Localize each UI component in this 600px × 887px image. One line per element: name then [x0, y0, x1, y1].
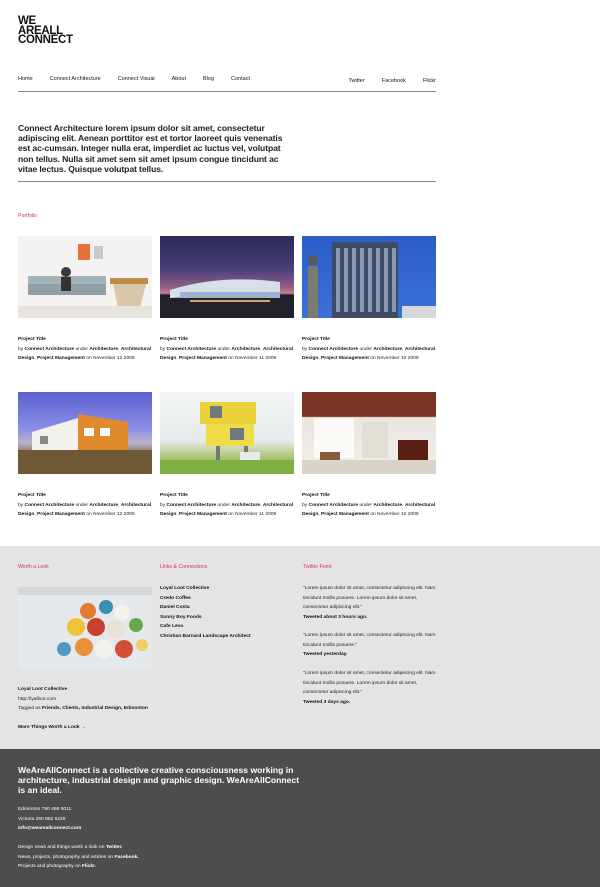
more-link-wrap [18, 723, 86, 733]
project-category[interactable]: Project Management [321, 356, 369, 361]
featured-image-bowls[interactable] [18, 587, 152, 669]
project-author[interactable]: Connect Architecture [24, 502, 75, 508]
link-item[interactable]: Credo Coffee [160, 595, 191, 601]
project-title[interactable]: Project Title [160, 337, 188, 342]
portfolio-card[interactable] [302, 236, 436, 364]
project-thumbnail-living-room[interactable] [18, 236, 152, 318]
tweet-time[interactable]: Tweeted about 3 hours ago. [303, 614, 368, 620]
project-meta: Project Title by Connect Architecture under Architecture, Architectural Design, Project Management on November 12 2009 [18, 493, 152, 517]
project-title[interactable]: Project Title [302, 337, 330, 342]
footer-contact [18, 805, 81, 834]
footer-phone-victoria: Victoria 250 882 5228 [18, 816, 66, 822]
footer-social-text: Projects and photography on [18, 864, 81, 869]
nav-connect-architecture[interactable]: Connect Architecture [49, 76, 101, 82]
project-category[interactable]: Project Management [179, 512, 227, 517]
project-title[interactable]: Project Title [302, 493, 330, 498]
nav-facebook[interactable]: Facebook [381, 78, 406, 84]
project-thumbnail-orange-house[interactable] [18, 392, 152, 474]
footer-twitter-link[interactable]: Twitter. [105, 845, 123, 850]
project-category[interactable]: Architecture [231, 502, 261, 508]
project-meta: Project Title by Connect Architecture under Architecture, Architectural Design, Project Management on November 11 2009 [160, 493, 294, 517]
project-meta: Project Title by Connect Architecture under Architecture, Architectural Design, Project Management on November 12 2009 [18, 337, 152, 361]
tweet-text: "Lorem ipsum dolor sit amet, consectetur adipiscing elit. Nam tincidunt mollis posuere. Lorem ipsum dolor sit amet, consectetur adipiscing elit." [303, 586, 436, 610]
featured-name[interactable]: Loyal Loot Collective [18, 687, 68, 692]
meta-by: by [18, 346, 24, 352]
project-title[interactable]: Project Title [18, 337, 46, 342]
project-meta: Project Title by Connect Architecture under Architecture, Architectural Design, Project Management on November 11 2009 [160, 337, 294, 361]
nav-connect-visual[interactable]: Connect Visual [117, 76, 155, 82]
meta-by: by [160, 346, 166, 352]
project-date: November 12 2009 [93, 512, 135, 517]
project-date: November 10 2009 [377, 512, 419, 517]
tweet-time[interactable]: Tweeted 3 days ago. [303, 699, 351, 705]
meta-on: on [228, 356, 234, 361]
divider [18, 181, 436, 182]
project-category[interactable]: Architectural Design [18, 346, 152, 361]
project-author[interactable]: Connect Architecture [308, 502, 359, 508]
portfolio-card[interactable] [302, 392, 436, 520]
project-title[interactable]: Project Title [18, 493, 46, 498]
portfolio-card[interactable] [160, 392, 294, 520]
tweet-text: "Lorem ipsum dolor sit amet, consectetur adipiscing elit. Nam tincidunt mollis posuere. Lorem ipsum dolor sit amet, consectetur adipiscing elit." [303, 671, 436, 695]
project-title[interactable]: Project Title [160, 493, 188, 498]
footer-social-text: News, projects, photography and articles on [18, 854, 114, 860]
logo-line-3: CONNECT [18, 34, 73, 46]
project-category[interactable]: Architectural Design [18, 502, 152, 517]
project-category[interactable]: Architectural Design [160, 346, 294, 361]
footer-social-text: Design news and things worth a look on [18, 845, 105, 850]
more-worth-a-look-link[interactable]: More Things Worth a Look → [18, 725, 86, 730]
project-thumbnail-night-building[interactable] [160, 236, 294, 318]
portfolio-heading: Portfolio [18, 213, 38, 219]
logo-line-2: AREALL [18, 24, 63, 37]
meta-on: on [86, 512, 92, 517]
meta-under: under [359, 502, 372, 508]
meta-under: under [217, 502, 230, 508]
nav-about[interactable]: About [171, 76, 187, 82]
intro-text: Connect Architecture lorem ipsum dolor sit amet, consectetur adipiscing elit. Aenean porttitor est et tortor laoreet quis venenatis est ac-cumsan. Integer nulla erat, imperdiet ac luctus vel, volutpat non tellus. Nulla sit amet sem sit amet ipsum congue tincidunt ac vitae lectus. Quisque volutpat tellus. [18, 123, 283, 174]
project-category[interactable]: Architecture [231, 346, 261, 352]
project-author[interactable]: Connect Architecture [166, 502, 217, 508]
project-category[interactable]: Architectural Design [302, 502, 436, 517]
meta-on: on [370, 356, 376, 361]
link-item[interactable]: Sunny Boy Foods [160, 614, 202, 620]
project-thumbnail-interior[interactable] [302, 392, 436, 474]
featured-tags[interactable]: Friends, Clients, Industrial Design, Edmonton [41, 706, 148, 711]
worth-a-look-heading: Worth a Look [18, 564, 49, 570]
tagged-prefix: Tagged as [18, 706, 41, 711]
footer-flickr-link[interactable]: Flickr. [81, 864, 97, 869]
footer-email-link[interactable]: info@weareallconnect.com [18, 826, 82, 831]
featured-url[interactable]: http://lyalloot.com [18, 696, 57, 702]
logo-line-1: WE [18, 15, 36, 27]
meta-under: under [359, 346, 372, 352]
link-item[interactable]: Loyal Loot Collective [160, 586, 210, 591]
site-footer [0, 749, 600, 887]
portfolio-card[interactable] [18, 236, 152, 364]
project-category[interactable]: Project Management [179, 356, 227, 361]
project-category[interactable]: Architectural Design [160, 502, 294, 517]
project-category[interactable]: Architecture [373, 346, 403, 352]
project-category[interactable]: Project Management [37, 512, 85, 517]
meta-on: on [370, 512, 376, 517]
project-category[interactable]: Project Management [321, 512, 369, 517]
portfolio-card[interactable] [160, 236, 294, 364]
nav-home[interactable]: Home [18, 76, 33, 82]
project-date: November 11 2009 [235, 356, 277, 361]
tweet [303, 631, 437, 660]
meta-on: on [228, 512, 234, 517]
meta-under: under [75, 502, 88, 508]
project-thumbnail-tower[interactable] [302, 236, 436, 318]
footer-facebook-link[interactable]: Facebook. [114, 854, 139, 860]
main-nav [18, 76, 436, 92]
portfolio-card[interactable] [18, 392, 152, 520]
project-meta: Project Title by Connect Architecture under Architecture, Architectural Design, Project Management on November 10 2009 [302, 493, 436, 517]
twitter-heading: Twitter Feed [303, 564, 332, 570]
footer-phone-edmonton: Edmonton 780 498 5011 [18, 807, 72, 812]
worth-a-look-details [18, 685, 158, 714]
project-category[interactable]: Architecture [373, 502, 403, 508]
meta-under: under [75, 346, 88, 352]
nav-twitter[interactable]: Twitter [348, 78, 365, 84]
meta-under: under [217, 346, 230, 352]
project-category[interactable]: Architecture [89, 346, 119, 352]
footer-headline: WeAreAllConnect is a collective creative consciousness working in architecture, industrial design and graphic design. WeAreAllConnect is an ideal. [18, 765, 300, 796]
site-logo[interactable] [18, 17, 73, 46]
meta-by: by [18, 502, 24, 508]
project-author[interactable]: Connect Architecture [166, 346, 217, 352]
project-category[interactable]: Project Management [37, 356, 85, 361]
tweet [303, 584, 437, 622]
project-category[interactable]: Architectural Design [302, 346, 436, 361]
nav-flickr[interactable]: Flickr [422, 78, 436, 84]
link-item[interactable]: Cafe Leva [160, 624, 184, 629]
tweet [303, 669, 437, 707]
link-item[interactable]: Daniel Costa [160, 605, 190, 610]
project-category[interactable]: Architecture [89, 502, 119, 508]
meta-on: on [86, 356, 92, 361]
tweet-time[interactable]: Tweeted yesterday. [303, 652, 348, 657]
project-author[interactable]: Connect Architecture [24, 346, 75, 352]
meta-by: by [302, 346, 308, 352]
meta-by: by [160, 502, 166, 508]
meta-by: by [302, 502, 308, 508]
project-date: November 10 2009 [377, 356, 419, 361]
project-author[interactable]: Connect Architecture [308, 346, 359, 352]
links-list [160, 584, 294, 641]
tweet-text: "Lorem ipsum dolor sit amet, consectetur adipiscing elit. Nam tincidunt mollis posuere." [303, 633, 436, 648]
footer-social [18, 843, 139, 872]
project-thumbnail-yellow-house[interactable] [160, 392, 294, 474]
project-date: November 11 2009 [235, 512, 277, 517]
link-item[interactable]: Christian Barnard Landscape Architect [160, 633, 251, 639]
nav-blog[interactable]: Blog [203, 76, 215, 82]
project-date: November 12 2009 [93, 356, 135, 361]
links-heading: Links & Connections [160, 564, 208, 570]
project-meta: Project Title by Connect Architecture under Architecture, Architectural Design, Project Management on November 10 2009 [302, 337, 436, 361]
nav-contact[interactable]: Contact [231, 76, 250, 82]
